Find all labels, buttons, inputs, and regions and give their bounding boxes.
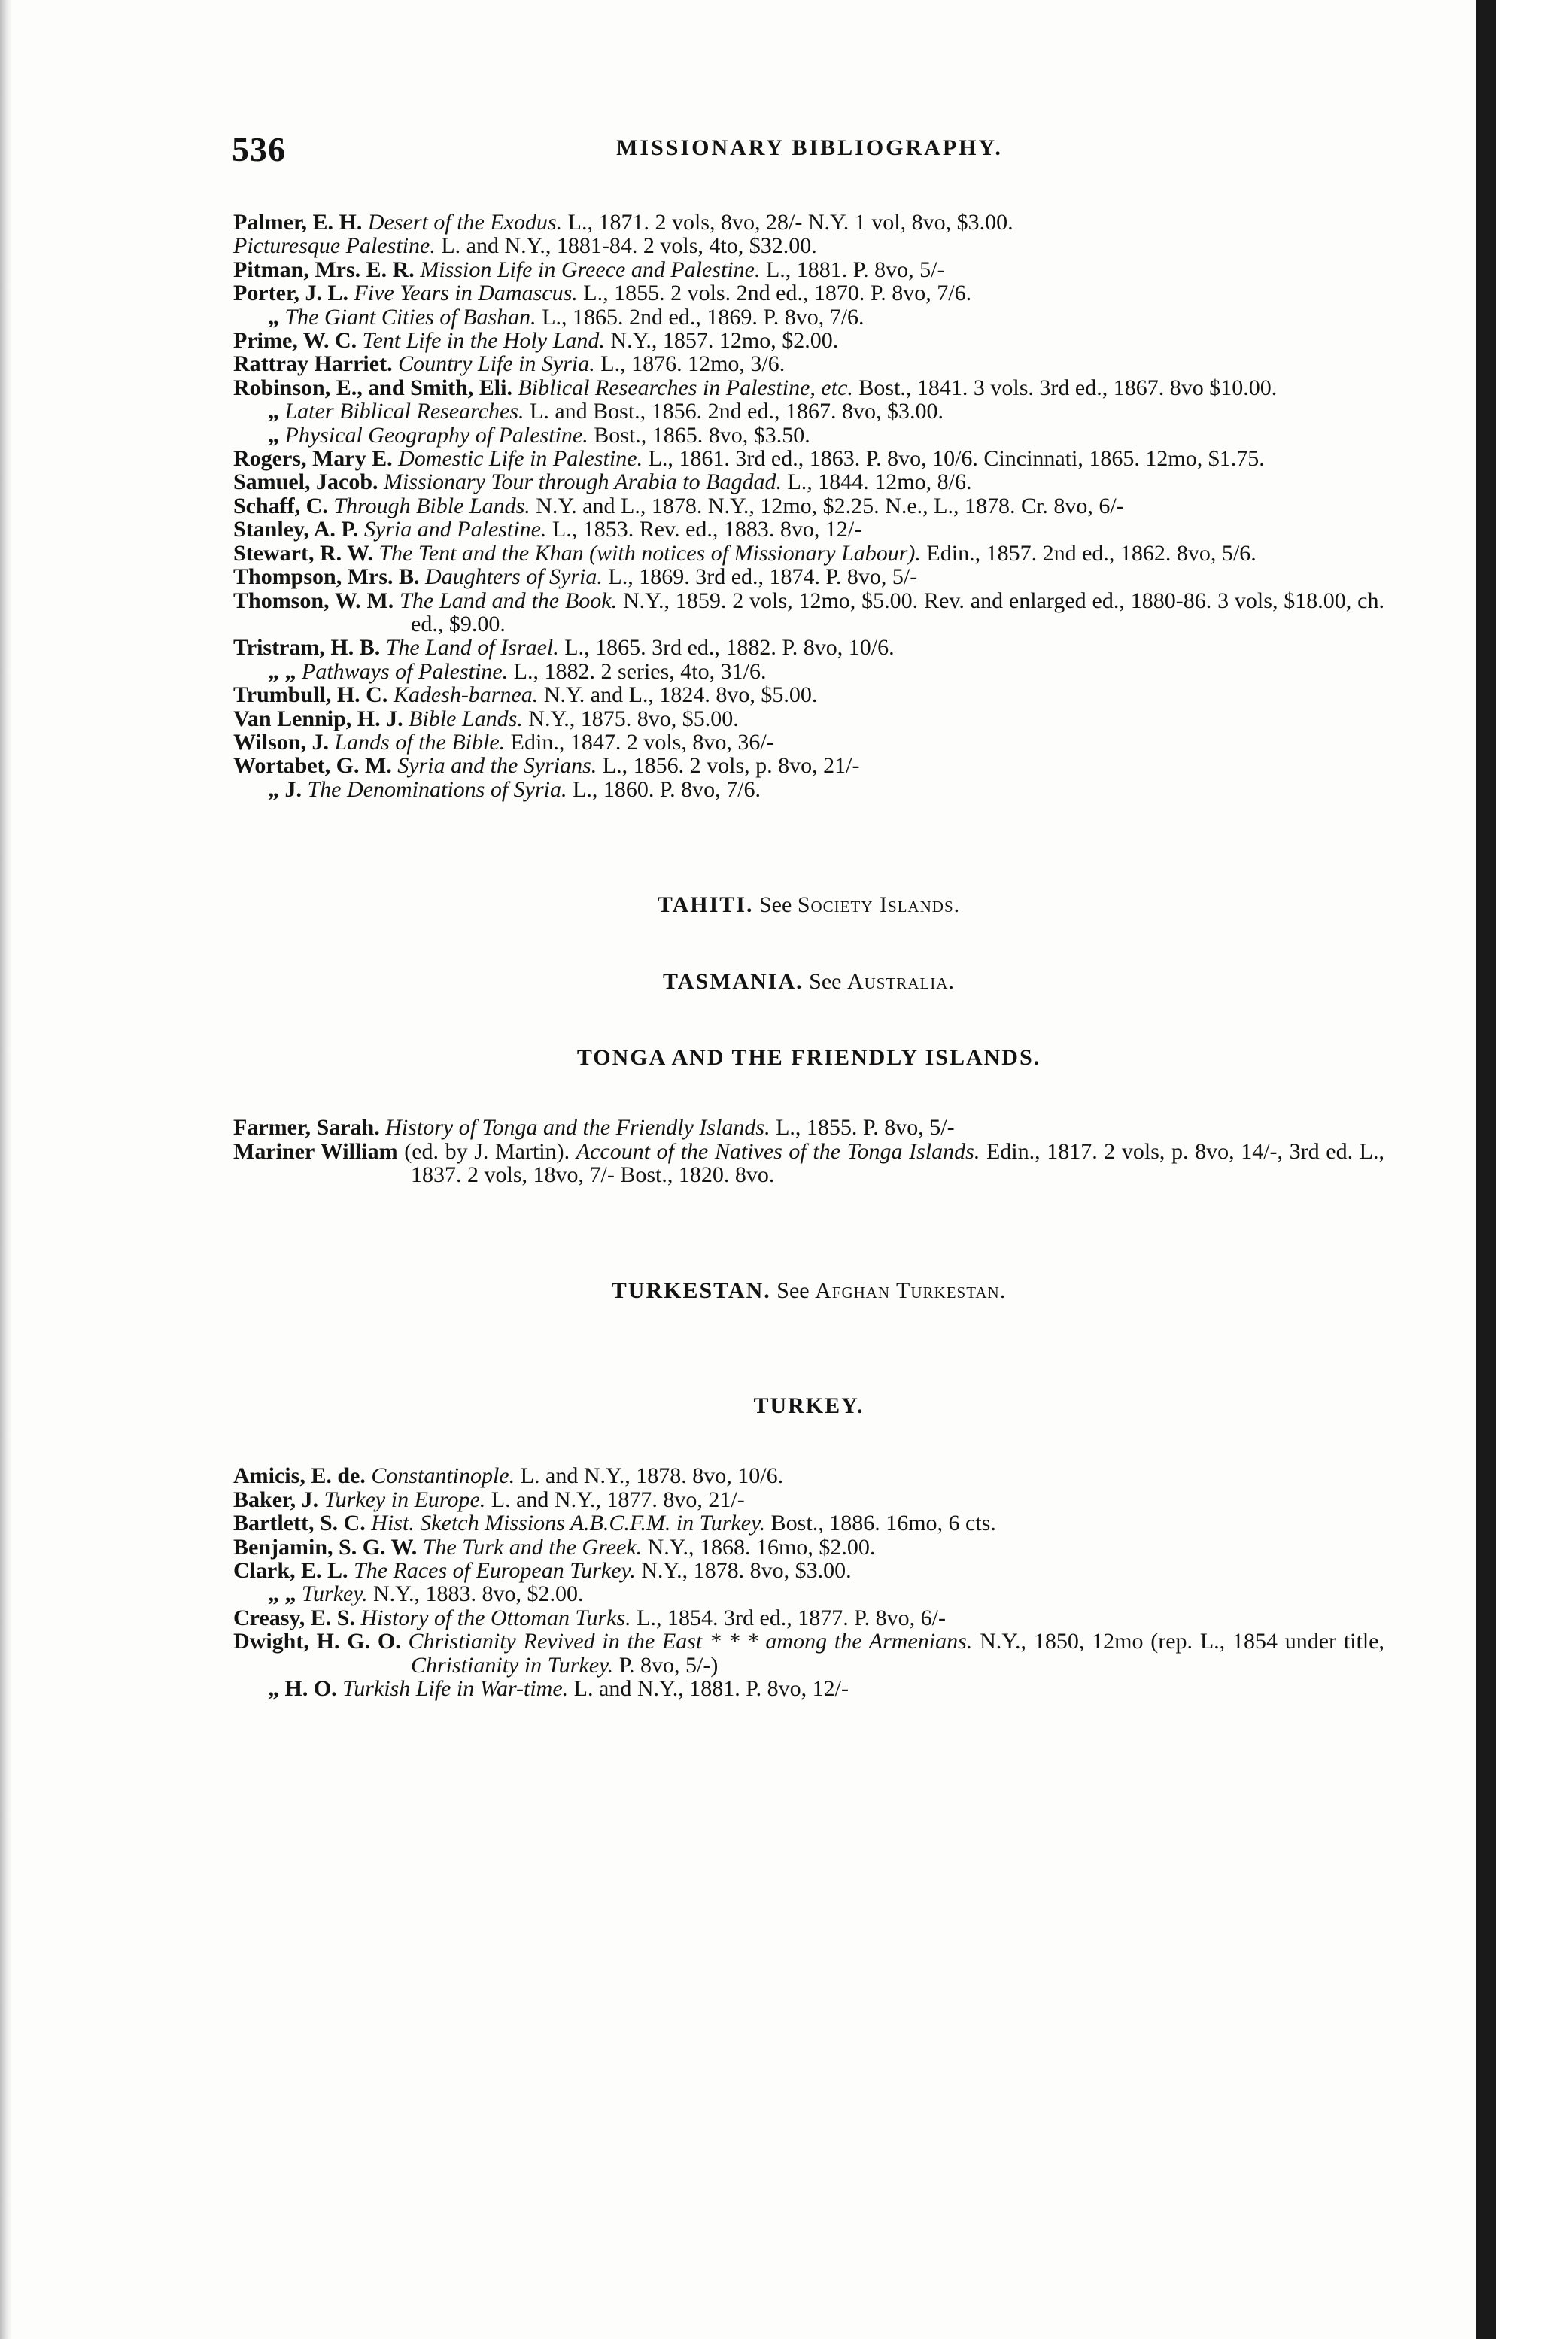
entry-author: „ „: [268, 1581, 296, 1607]
entry-title: Bible Lands.: [409, 706, 523, 731]
entry-details: L. and N.Y., 1881. P. 8vo, 12/-: [573, 1676, 849, 1702]
bibliography-entry: [233, 589, 1384, 636]
entry-title: The Races of European Turkey.: [354, 1558, 636, 1584]
entry-author: Baker, J.: [233, 1487, 319, 1512]
bibliography-entry: [233, 258, 1384, 281]
entry-details: Edin., 1817. 2 vols, p. 8vo, 14/-, 3rd ed. L., 1837. 2 vols, 18vo, 7/- Bost., 1820. 8vo.: [411, 1138, 1384, 1188]
entry-author: „: [268, 422, 279, 448]
page-number: 536: [232, 130, 286, 169]
entry-author: „ H. O.: [268, 1676, 337, 1702]
entry-title: Turkey in Europe.: [324, 1487, 486, 1512]
entry-details: Bost., 1886. 16mo, 6 cts.: [770, 1511, 996, 1536]
entry-details: Bost., 1865. 8vo, $3.50.: [594, 422, 810, 448]
entry-author: Creasy, E. S.: [233, 1605, 355, 1630]
entry-details: N.Y., 1850, 12mo (rep. L., 1854 under title,: [980, 1629, 1384, 1654]
entry-author: Clark, E. L.: [233, 1558, 348, 1584]
bibliography-entry: [233, 1488, 1384, 1511]
entry-title: Desert of the Exodus.: [367, 210, 563, 235]
entry-title: History of the Ottoman Turks.: [360, 1605, 631, 1630]
entry-author: Palmer, E. H.: [233, 210, 363, 235]
entry-details: Bost., 1841. 3 vols. 3rd ed., 1867. 8vo $10.00.: [858, 375, 1278, 400]
entry-details: L., 1881. P. 8vo, 5/-: [765, 257, 945, 282]
section-heading: TONGA AND THE FRIENDLY ISLANDS.: [576, 1044, 1041, 1070]
entry-author: Wilson, J.: [233, 729, 329, 755]
bibliography-entry: [233, 329, 1384, 352]
entry-details: N.Y., 1875. 8vo, $5.00.: [528, 706, 739, 731]
entry-details: N.Y., 1883. 8vo, $2.00.: [373, 1581, 584, 1607]
bibliography-entry: [233, 565, 1384, 588]
bibliography-content: [233, 211, 1384, 1700]
entry-title: The Turk and the Greek.: [422, 1534, 643, 1560]
entry-author: Wortabet, G. M.: [233, 753, 392, 779]
entry-author: Rattray Harriet.: [233, 351, 393, 377]
entry-details: Edin., 1857. 2nd ed., 1862. 8vo, 5/6.: [926, 540, 1257, 566]
section-heading: TURKESTAN.: [611, 1277, 771, 1303]
entry-title: Turkish Life in War-time.: [342, 1676, 569, 1702]
entry-author: Thompson, Mrs. B.: [233, 564, 420, 590]
entry-title: Turkey.: [302, 1581, 368, 1607]
section-heading: TASMANIA.: [663, 968, 804, 994]
bibliography-entry: [233, 399, 1384, 423]
entry-author: Tristram, H. B.: [233, 635, 381, 661]
entry-alt-title: Christianity in Turkey.: [411, 1652, 614, 1678]
entry-details: Edin., 1847. 2 vols, 8vo, 36/-: [510, 729, 774, 755]
entry-author: Van Lennip, H. J.: [233, 706, 403, 731]
entry-title: Biblical Researches in Palestine, etc.: [518, 375, 853, 400]
entry-author: Stanley, A. P.: [233, 517, 359, 542]
entry-title: Account of the Natives of the Tonga Islands.: [576, 1138, 980, 1164]
cross-reference: Australia.: [846, 968, 955, 994]
entry-details: L., 1854. 3rd ed., 1877. P. 8vo, 6/-: [637, 1605, 946, 1630]
bibliography-entry: [233, 518, 1384, 541]
bibliography-entry: [233, 731, 1384, 754]
see-label: See: [758, 892, 792, 918]
bibliography-entry: [233, 424, 1384, 447]
cross-reference: Society Islands.: [797, 892, 961, 918]
entry-title: Physical Geography of Palestine.: [284, 422, 588, 448]
entry-details: L. and N.Y., 1881-84. 2 vols, 4to, $32.00.: [441, 233, 817, 259]
section-tasmania: [233, 970, 1384, 993]
entry-title: Mission Life in Greece and Palestine.: [420, 257, 761, 282]
entry-details: L., 1853. Rev. ed., 1883. 8vo, 12/-: [552, 517, 862, 542]
scan-margin: [1496, 0, 1568, 2339]
scan-border: [1476, 0, 1496, 2339]
entry-title: Pathways of Palestine.: [302, 658, 509, 684]
entry-details: L., 1869. 3rd ed., 1874. P. 8vo, 5/-: [608, 564, 918, 590]
entry-details: N.Y., 1859. 2 vols, 12mo, $5.00. Rev. and enlarged ed., 1880-86. 3 vols, $18.00, ch. ed., $9.00.: [411, 588, 1384, 636]
entry-author: Prime, W. C.: [233, 328, 357, 354]
entry-author: Trumbull, H. C.: [233, 682, 388, 708]
entry-details: L., 1861. 3rd ed., 1863. P. 8vo, 10/6. Cincinnati, 1865. 12mo, $1.75.: [648, 446, 1265, 472]
palestine-entries: [233, 211, 1384, 801]
running-title: MISSIONARY BIBLIOGRAPHY.: [616, 135, 1003, 160]
entry-author: Mariner William: [233, 1138, 398, 1164]
bibliography-entry: [233, 1464, 1384, 1487]
entry-author: Amicis, E. de.: [233, 1463, 366, 1489]
bibliography-entry: [233, 542, 1384, 565]
see-label: See: [809, 968, 842, 994]
section-heading: TURKEY.: [753, 1393, 865, 1418]
entry-author: Bartlett, S. C.: [233, 1511, 366, 1536]
bibliography-entry: [233, 1559, 1384, 1582]
entry-title: Picturesque Palestine.: [233, 233, 436, 259]
entry-title: Later Biblical Researches.: [284, 399, 524, 424]
bibliography-entry: [233, 754, 1384, 777]
entry-author: Robinson, E., and Smith, Eli.: [233, 375, 512, 400]
section-turkestan: [233, 1279, 1384, 1302]
entry-author: Benjamin, S. G. W.: [233, 1534, 418, 1560]
entry-title: Syria and the Syrians.: [397, 753, 597, 779]
entry-details: N.Y. and L., 1878. N.Y., 12mo, $2.25. N.e., L., 1878. Cr. 8vo, 6/-: [536, 493, 1124, 518]
bibliography-entry: [233, 707, 1384, 731]
entry-details: L. and N.Y., 1877. 8vo, 21/-: [491, 1487, 745, 1512]
entry-title: Kadesh-barnea.: [393, 682, 539, 708]
entry-author: Pitman, Mrs. E. R.: [233, 257, 415, 282]
tonga-entries: [233, 1116, 1384, 1186]
entry-title: The Land and the Book.: [400, 588, 618, 613]
entry-details: L., 1871. 2 vols, 8vo, 28/- N.Y. 1 vol, 8vo, $3.00.: [567, 210, 1013, 235]
entry-alt-details: P. 8vo, 5/-): [618, 1652, 719, 1678]
entry-title: The Denominations of Syria.: [307, 776, 567, 802]
entry-title: History of Tonga and the Friendly Islands.: [385, 1115, 770, 1141]
bibliography-entry: [233, 470, 1384, 494]
entry-title: Daughters of Syria.: [425, 564, 603, 590]
entry-details: L., 1856. 2 vols, p. 8vo, 21/-: [602, 753, 860, 779]
section-turkey: [233, 1394, 1384, 1417]
entry-author: „: [268, 304, 279, 330]
bibliography-entry: [233, 234, 1384, 257]
bibliography-entry: [233, 1140, 1384, 1187]
bibliography-entry: [233, 352, 1384, 375]
entry-author: „ „: [268, 658, 296, 684]
entry-details: L., 1855. 2 vols. 2nd ed., 1870. P. 8vo, 7/6.: [583, 281, 972, 306]
entry-details: L., 1876. 12mo, 3/6.: [600, 351, 786, 377]
cross-reference: Afghan Turkestan.: [815, 1277, 1007, 1303]
bibliography-entry: [233, 636, 1384, 659]
entry-author: Samuel, Jacob.: [233, 469, 378, 495]
entry-author: Thomson, W. M.: [233, 588, 394, 613]
entry-author: „ J.: [268, 776, 302, 802]
bibliography-entry: [233, 305, 1384, 329]
entry-details: L., 1865. 3rd ed., 1882. P. 8vo, 10/6.: [564, 635, 895, 661]
bibliography-entry: [233, 1630, 1384, 1677]
bibliography-entry: [233, 447, 1384, 470]
bibliography-entry: [233, 1582, 1384, 1605]
entry-title: The Giant Cities of Bashan.: [284, 304, 536, 330]
entry-details: L., 1844. 12mo, 8/6.: [787, 469, 972, 495]
entry-details: N.Y. and L., 1824. 8vo, $5.00.: [543, 682, 818, 708]
entry-details: L., 1855. P. 8vo, 5/-: [776, 1115, 955, 1141]
entry-details: L., 1882. 2 series, 4to, 31/6.: [513, 658, 767, 684]
entry-title: Country Life in Syria.: [398, 351, 595, 377]
entry-title: Tent Life in the Holy Land.: [362, 328, 605, 354]
page-gutter-shadow: [0, 0, 12, 2339]
bibliography-entry: [233, 660, 1384, 683]
bibliography-entry: [233, 683, 1384, 706]
bibliography-entry: [233, 1606, 1384, 1630]
entry-title: Lands of the Bible.: [334, 729, 506, 755]
turkey-entries: [233, 1464, 1384, 1700]
entry-details: L. and Bost., 1856. 2nd ed., 1867. 8vo, $3.00.: [530, 399, 944, 424]
section-tahiti: [233, 893, 1384, 916]
entry-details: N.Y., 1857. 12mo, $2.00.: [610, 328, 839, 354]
bibliography-entry: [233, 211, 1384, 234]
bibliography-entry: [233, 1677, 1384, 1700]
entry-details: L., 1865. 2nd ed., 1869. P. 8vo, 7/6.: [542, 304, 865, 330]
entry-author: Farmer, Sarah.: [233, 1115, 380, 1141]
entry-title: Hist. Sketch Missions A.B.C.F.M. in Turkey.: [371, 1511, 766, 1536]
bibliography-entry: [233, 281, 1384, 305]
entry-editor-note: (ed. by J. Martin).: [404, 1138, 570, 1164]
entry-author: Porter, J. L.: [233, 281, 349, 306]
bibliography-entry: [233, 1536, 1384, 1559]
entry-details: L., 1860. P. 8vo, 7/6.: [573, 776, 761, 802]
entry-author: „: [268, 399, 279, 424]
entry-title: Domestic Life in Palestine.: [398, 446, 643, 472]
entry-author: Dwight, H. G. O.: [233, 1629, 401, 1654]
bibliography-entry: [233, 778, 1384, 801]
entry-author: Schaff, C.: [233, 493, 328, 518]
entry-title: Constantinople.: [371, 1463, 515, 1489]
see-label: See: [776, 1277, 810, 1303]
page-header: [232, 129, 1387, 175]
bibliography-entry: [233, 1511, 1384, 1535]
entry-author: Stewart, R. W.: [233, 540, 373, 566]
entry-details: L. and N.Y., 1878. 8vo, 10/6.: [520, 1463, 784, 1489]
section-heading: TAHITI.: [657, 892, 754, 918]
entry-title: Through Bible Lands.: [333, 493, 530, 518]
entry-title: Five Years in Damascus.: [354, 281, 578, 306]
bibliography-entry: [233, 494, 1384, 518]
entry-title: Christianity Revived in the East * * * among the Armenians.: [408, 1629, 973, 1654]
entry-title: The Land of Israel.: [385, 635, 559, 661]
entry-author: Rogers, Mary E.: [233, 446, 393, 472]
bibliography-entry: [233, 376, 1384, 399]
bibliography-entry: [233, 1116, 1384, 1139]
entry-details: N.Y., 1868. 16mo, $2.00.: [647, 1534, 876, 1560]
section-tonga: [233, 1046, 1384, 1069]
entry-title: Missionary Tour through Arabia to Bagdad.: [384, 469, 782, 495]
entry-title: The Tent and the Khan (with notices of Missionary Labour).: [378, 540, 921, 566]
entry-details: N.Y., 1878. 8vo, $3.00.: [641, 1558, 852, 1584]
entry-title: Syria and Palestine.: [363, 517, 547, 542]
